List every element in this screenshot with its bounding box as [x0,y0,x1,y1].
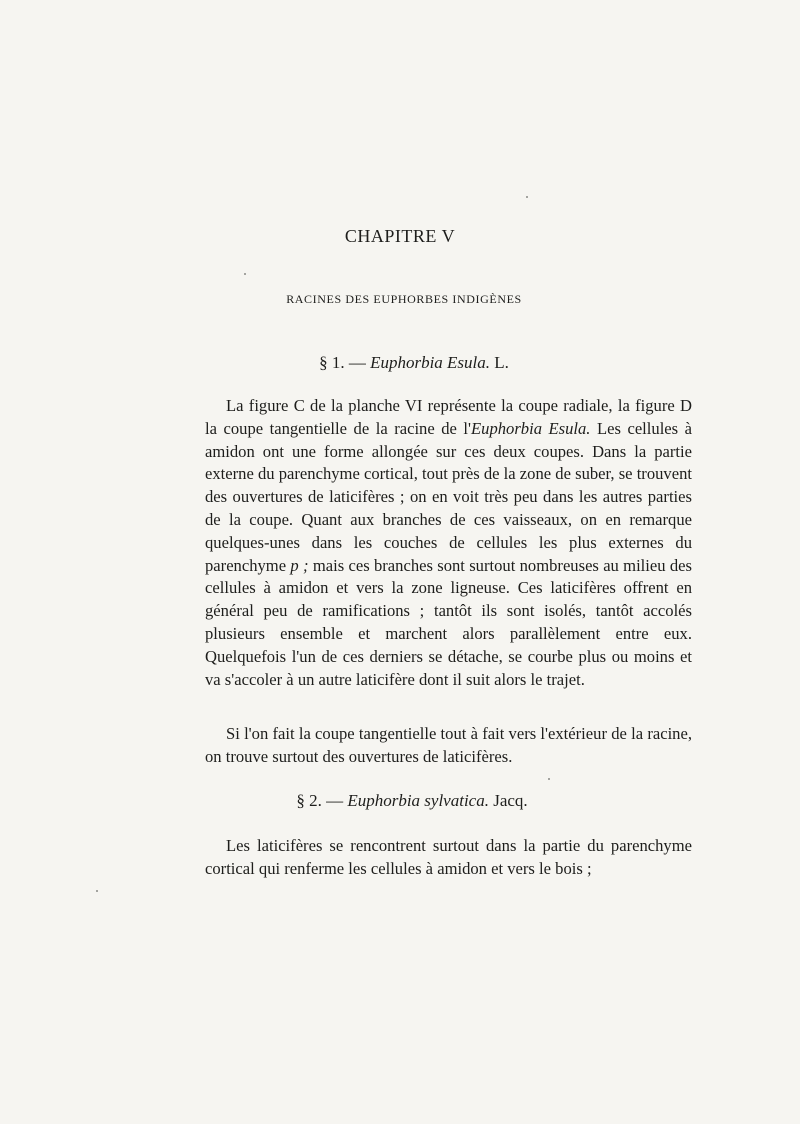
section-1-species: Euphorbia Esula. [370,353,491,372]
print-speck [244,273,246,275]
section-1-author: L. [494,353,509,372]
section-1-body-continued [205,723,692,769]
section-2-species: Euphorbia sylvatica. [347,791,489,810]
paragraph-1 [205,395,692,691]
paragraph-3: Les laticifères se rencontrent surtout dans la partie du parenchyme cortical qui renferme les cellules à amidon et vers le bois ; [205,836,692,878]
paragraph-1-species-italic: Euphorbia Esula. [471,418,591,438]
section-2-body [205,835,692,881]
print-speck [526,196,528,198]
section-2-number: § 2. — [296,791,344,810]
chapter-title: CHAPITRE V [344,226,456,246]
print-speck [548,778,550,780]
paragraph-2: Si l'on fait la coupe tangentielle tout à fait vers l'extérieur de la racine, on trouve surtout des ouvertures de laticifères. [205,724,692,766]
paragraph-1-part-2: Les cellules à amidon ont une forme allongée sur ces deux coupes. Dans la partie externe du parenchyme cortical, tout près de la zone de suber, se trouvent des ouvertures de laticifères ; on en voit très peu dans les autres parties de la coupe. Quant aux branches de ces vaisseaux, on en remarque quelques-unes dans les couches de cellules les plus externes du parenchyme [205,418,693,575]
paragraph-1-part-1: La figure C de la planche VI représente la coupe radiale, la figure D la coupe tangentielle de la racine de l' [205,396,692,438]
section-1-body [205,395,692,691]
section-2-author: Jacq. [493,791,528,810]
chapter-subtitle: RACINES DES EUPHORBES INDIGÈNES [286,292,522,306]
paragraph-1-part-3: mais ces branches sont surtout nombreuses au milieu des cellules à amidon et vers la zone ligneuse. Ces laticifères offrent en général peu de ramifications ; tantôt ils sont isolés, tantôt accolés plusieurs ensemble et marchent alors parallèlement entre eux. Quelquefois l'un de ces derniers se détache, se courbe plus ou moins et va s'accoler à un autre laticifère dont il suit alors le trajet. [205,555,692,689]
section-heading-2 [0,791,800,811]
paragraph-1-p-italic: p ; [290,555,309,575]
print-speck [96,890,98,892]
section-heading-1 [0,353,800,373]
section-1-number: § 1. — [319,353,366,372]
